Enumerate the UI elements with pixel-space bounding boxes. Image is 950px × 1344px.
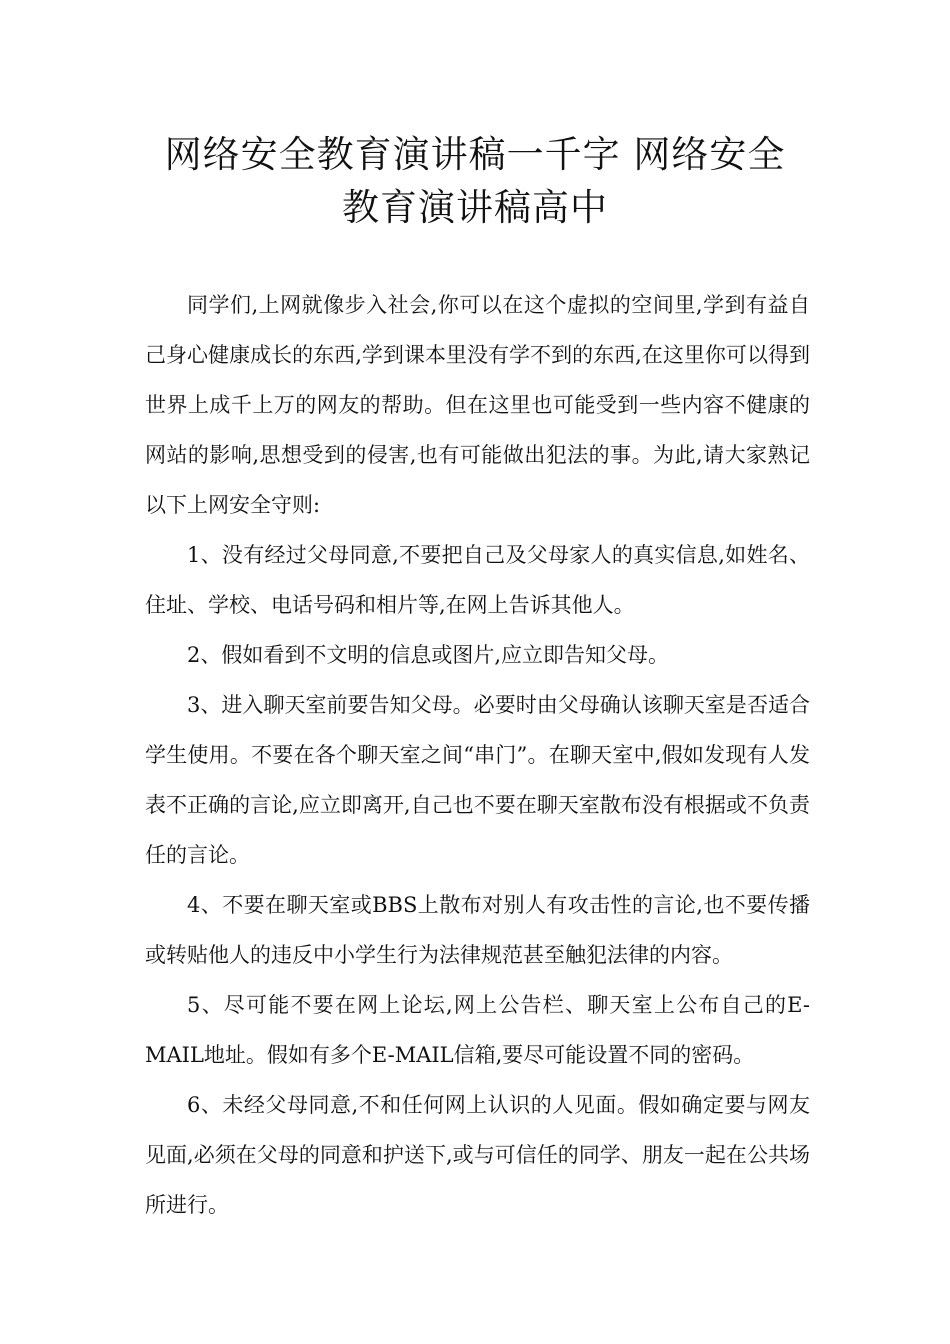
intro-paragraph: 同学们,上网就像步入社会,你可以在这个虚拟的空间里,学到有益自己身心健康成长的东西,学到课本里没有学不到的东西,在这里你可以得到世界上成千上万的网友的帮助。但在这里也可能受到一些内容不健康的网站的影响,思想受到的侵害,也有可能做出犯法的事。为此,请大家熟记以下上网安全守则:	[145, 293, 810, 517]
rule-3-paragraph: 3、进入聊天室前要告知父母。必要时由父母确认该聊天室是否适合学生使用。不要在各个聊天室之间“串门”。在聊天室中,假如发现有人发表不正确的言论,应立即离开,自己也不要在聊天室散布没有根据或不负责任的言论。	[145, 693, 810, 867]
document-body	[145, 280, 810, 1230]
title-line-1: 网络安全教育演讲稿一千字 网络安全	[164, 133, 786, 176]
rule-4-paragraph: 4、不要在聊天室或BBS上散布对别人有攻击性的言论,也不要传播或转贴他人的违反中小学生行为法律规范甚至触犯法律的内容。	[145, 893, 810, 967]
rule-2-paragraph: 2、假如看到不文明的信息或图片,应立即告知父母。	[187, 643, 670, 667]
title-line-2: 教育演讲稿高中	[342, 186, 608, 229]
rule-5-paragraph: 5、尽可能不要在网上论坛,网上公告栏、聊天室上公布自己的E-MAIL地址。假如有多个E-MAIL信箱,要尽可能设置不同的密码。	[145, 993, 810, 1067]
rule-6-paragraph: 6、未经父母同意,不和任何网上认识的人见面。假如确定要与网友见面,必须在父母的同意和护送下,或与可信任的同学、朋友一起在公共场所进行。	[145, 1093, 810, 1217]
rule-1-paragraph: 1、没有经过父母同意,不要把自己及父母家人的真实信息,如姓名、住址、学校、电话号码和相片等,在网上告诉其他人。	[145, 543, 810, 617]
document-title	[100, 128, 850, 234]
